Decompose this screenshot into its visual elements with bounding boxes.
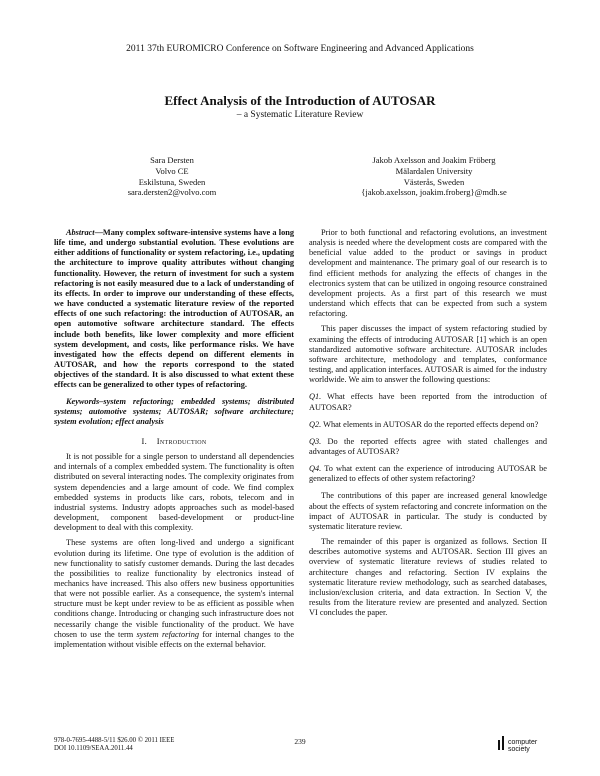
intro-paragraph-2-text-a: These systems are often long-lived and undergo a significant evolution during its lifetime. One type of evolution is the addition of new functionality to satisfy customer demands. During the last decades the possibilities to realize functionality by electronics instead of mechanics have increased. This also offers new business opportunities that were not possible earlier. As a consequence, the system's internal structure must be kept under review to be as efficient as possible when conditions change. Introducing or changing such infrastructure does not necessarily change the visible functionality of the product. We have chosen to use the term	[54, 538, 294, 639]
intro-paragraph-1: It is not possible for a single person to understand all dependencies and internals of a complex embedded system. The functionality is often distributed on several interacting nodes. The complexity originates from system dependencies and a large amount of code. We find complex embedded systems in products like cars, robots, telecom and in industrial systems. Industry adopts approaches such as model-based development, component based-development or product-line development to deal with this complexity.	[54, 452, 294, 533]
author-location: Västerås, Sweden	[403, 176, 465, 187]
computer-society-logo	[498, 733, 548, 753]
author-block-1	[72, 155, 272, 198]
question-text: To what extent can the experience of introducing AUTOSAR be generalized to effects of other system refactoring?	[309, 464, 547, 484]
question-number: Q4.	[309, 464, 322, 474]
question-number: Q2.	[309, 419, 322, 429]
research-question-4	[309, 464, 547, 484]
body-paragraph-1: Prior to both functional and refactoring evolutions, an investment analysis is needed where the development costs are compared with the beneficial value added to the product or savings in product development and maintenance. The primary goal of our research is to find efficient methods for analyzing the effects of changes in the electronics system that can be utilized in ongoing resource constrained development projects. As a first part of this research we must understand which effects that can be expected from such a system refactoring.	[309, 228, 547, 319]
author-block-2	[316, 155, 552, 198]
abstract	[54, 228, 294, 391]
left-column	[54, 228, 294, 655]
right-column	[309, 228, 547, 623]
author-email[interactable]: {jakob.axelsson, joakim.froberg}@mdh.se	[361, 187, 507, 198]
author-affiliation: Volvo CE	[155, 165, 189, 176]
footer-isbn: 978-0-7695-4488-5/11 $26.00 © 2011 IEEE	[54, 737, 175, 744]
author-email[interactable]: sara.dersten2@volvo.com	[127, 187, 217, 198]
author-name: Jakob Axelsson and Joakim Fröberg	[372, 155, 496, 165]
author-name: Sara Dersten	[150, 155, 194, 165]
author-location: Eskilstuna, Sweden	[138, 176, 206, 187]
intro-paragraph-2	[54, 538, 294, 650]
abstract-text: —Many complex software-intensive systems have a long life time, and undergo substantial evolution. These evolutions are either additions of functionality or system refactoring, i.e., updating the architecture to improve quality attributes without changing functionality. However, the return of investment for such a system refactoring is not easily measured due to a lack of understanding of its effects. In order to improve our understanding of these effects, we have conducted a systematic literature review of the reported effects of one such refactoring: the introduction of AUTOSAR, an open automotive software architecture standard. The effects include both benefits, like lower complexity and more efficient system development, and costs, like performance risks. We have investigated how the effects depend on different elements in AUTOSAR, and how the reports correspond to the stated objectives of the standard. It is also discussed to what extent these effects can be generalized to other types of refactoring.	[54, 228, 294, 390]
footer-doi[interactable]: DOI 10.1109/SEAA.2011.44	[54, 745, 133, 753]
conference-header: 2011 37th EUROMICRO Conference on Software Engineering and Advanced Applications	[126, 44, 474, 54]
question-number: Q1.	[309, 392, 322, 402]
intro-paragraph-2-term: system refactoring	[136, 629, 200, 639]
body-paragraph-3: The contributions of this paper are increased general knowledge about the effects of system refactoring and concrete information on the impact of AUTOSAR in particular. The study is conducted by systematic literature review.	[309, 491, 547, 531]
paper-subtitle: – a Systematic Literature Review	[236, 110, 364, 120]
paper-title: Effect Analysis of the Introduction of AUTOSAR	[164, 93, 436, 108]
research-question-2	[309, 420, 547, 430]
author-affiliation: Mälardalen University	[395, 165, 473, 176]
body-paragraph-2: This paper discusses the impact of system refactoring studied by examining the effects of introducing AUTOSAR [1] which is an open standardized automotive software architecture. AUTOSAR includes software architecture, methodology and templates, conformance testing, and application interfaces. AUTOSAR is aimed for the industry worldwide. We aim to answer the following questions:	[309, 324, 547, 385]
intro-paragraph-2-text-b: for internal changes to the implementation without visible effects on the external behavior.	[54, 629, 295, 649]
computer-society-mark-icon	[498, 736, 505, 750]
research-question-1	[309, 392, 547, 412]
section-heading	[54, 436, 294, 446]
question-text: Do the reported effects agree with stated challenges and advantages of AUTOSAR?	[309, 436, 547, 456]
body-paragraph-4: The remainder of this paper is organized as follows. Section II describes automotive systems and AUTOSAR. Section III gives an overview of systematic literature reviews of studies related to architecture changes and refactoring. Section IV explains the systematic literature review methodology, such as searched databases, inclusion/exclusion criteria, and data extraction. In Section V, the results from the literature review are presented and analyzed. Section VI concludes the paper.	[309, 537, 547, 618]
research-question-3	[309, 437, 547, 457]
section-number: I.	[141, 435, 148, 446]
question-text: What effects have been reported from the introduction of AUTOSAR?	[309, 392, 547, 412]
page-number: 239	[294, 737, 306, 746]
logo-line-2: society	[508, 746, 530, 753]
section-title: Introduction	[156, 435, 207, 446]
logo-text	[508, 739, 537, 753]
logo-line-1: computer	[508, 739, 538, 746]
keywords: Keywords–system refactoring; embedded systems; distributed systems; automotive systems; AUTOSAR; software architecture; system evolution; effect analysis	[54, 396, 294, 426]
question-number: Q3.	[309, 436, 322, 446]
question-text: What elements in AUTOSAR do the reported effects depend on?	[321, 419, 539, 429]
abstract-label: Abstract	[66, 228, 95, 237]
